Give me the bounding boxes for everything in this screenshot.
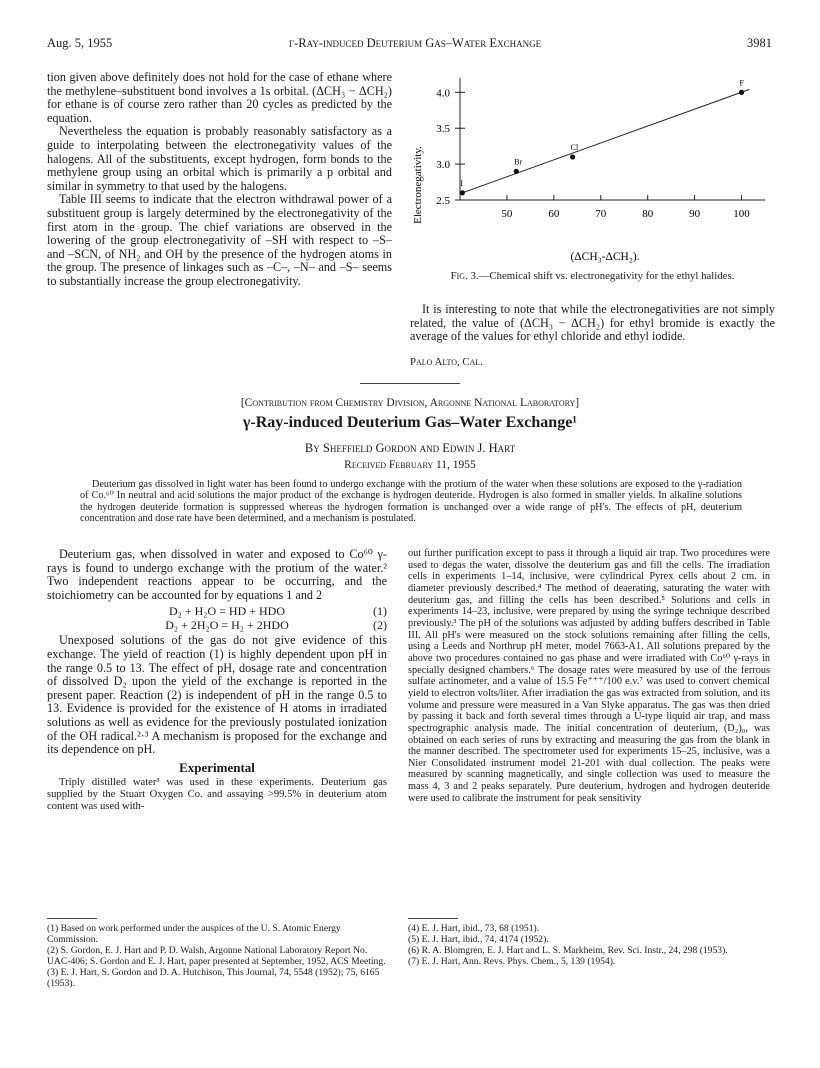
top-left-text [47,71,392,289]
body-left-column [47,548,387,813]
top-right-text [410,303,775,344]
paragraph: Triply distilled water³ was used in these experiments. Deuterium gas supplied by the Stuart Oxygen Co. and assaying >99.5% in deuterium atom content was used with- [47,777,387,813]
footnote: (5) E. J. Hart, ibid., 74, 4174 (1952). [408,934,549,945]
paragraph: Nevertheless the equation is probably reasonably satisfactory as a guide to interpolating between the electronegativity values of the halogens. All of the substituents, except hydrogen, form bonds to the methylene group using an orbital which is primarily a p orbital and similar in symmetry to that used by the halogens. [47,124,392,193]
footnote: (7) E. J. Hart, Ann. Revs. Phys. Chem., 5, 139 (1954). [408,956,616,967]
equation-body: D₂ + H₂O = HD + HDO [169,604,285,619]
data-point-label: F [739,78,744,88]
article-authors: By Sheffield Gordon and Edwin J. Hart [304,441,516,455]
paragraph: It is interesting to note that while the electronegativities are not simply related, the value of (ΔCH₃ − ΔCH₂) for ethyl bromide is exactly the average of the values for ethyl chloride and ethyl iodide. [410,302,775,344]
footnotes-right [408,923,770,967]
paragraph: out further purification except to pass it through a liquid air trap. Two procedures were used to degas the water, dissolve the deuterium gas and fill the cells. The irradiation cells in experiments 1–14, inclusive, were cylindrical Pyrex cells about 2 cm. in diameter previously described.⁴ The method of deaerating, saturating the water with deuterium gas, and filling the cells has been described.⁵ Solutions and cells in experiments 14–23, inclusive, were prepared by using the syringe technique described previously.³ The pH of the solutions was adjusted by adding buffers described in Table III. All pH's were measured on the stock solutions remaining after filling the cells, using a Leeds and Northrup pH meter, model 7663-A1. All solutions prepared by the above two procedures contained no gas phase and were irradiated with Co⁶⁰ γ-rays in specially designed chambers.⁶ The dosage rates were measured by use of the ferrous sulfate actinometer, and a value of 15.5 Fe⁺⁺⁺/100 e.v.⁷ was used to convert chemical yield to electron volts/liter. After irradiation the gas was extracted from solution, and its volume and pressure were measured in a Van Slyke apparatus. The gas was then dried by passing it back and forth several times through a U-type liquid air trap, and mass spectrographic analysis made. The initial concentration of deuterium, (D₂)₀, was obtained on each series of runs by extracting and measuring the gas from the blank in the manner described. The spectrometer used for experiments 15–25, inclusive, was a Nier Consolidated instrument model 21-201 with dual collection. The peaks were measured by scanning magnetically, and single collection was used to measure the mass 4, 3 and 2 peaks separately. Pure deuterium, hydrogen and hydrogen deuteride were used to calibrate the instrument for peak sensitivity [408,548,770,804]
equation-1 [107,604,387,618]
figure-3-chart [405,70,775,270]
abstract-text: Deuterium gas dissolved in light water has been found to undergo exchange with the protium of the water when these solutions are exposed to the γ-radiation of Co.⁶⁰ In neutral and acid solutions the major product of the exchange is hydrogen deuteride. Hydrogen is also formed in smaller yields. In alkaline solutions the hydrogen deuteride formation is suppressed whereas the hydrogen formation is unchanged over a wide range of pH's. The effects of pH, deuterium concentration and dose rate have been determined, and a mechanism is postulated. [80,479,742,525]
figure-label: Fig. 3. [450,270,479,282]
x-tick-label: 50 [501,208,513,220]
x-tick-label: 60 [548,208,560,220]
y-tick-label: 3.0 [436,159,450,172]
footnote: (2) S. Gordon, E. J. Hart and P. D. Walsh, Argonne National Laboratory Report No. UAC-406; S. Gordon and E. J. Hart, paper presented at September, 1952, ACS Meeting. [47,945,386,967]
chart-ylabel: Electronegativity. [412,146,424,224]
x-tick-label: 90 [689,208,701,220]
equations [47,602,387,634]
y-tick-label: 4.0 [436,87,450,100]
fit-line [462,89,749,192]
x-tick-label: 100 [733,208,750,220]
data-point [460,190,465,195]
data-point-label: Br [514,157,523,167]
section-heading-experimental: Experimental [179,759,255,775]
figure-caption-text: —Chemical shift vs. electronegativity for the ethyl halides. [478,270,735,282]
contribution-line: [Contribution from Chemistry Division, Argonne National Laboratory] [240,397,580,409]
x-tick-label: 70 [595,208,607,220]
equation-2 [107,618,387,632]
data-point [514,169,519,174]
data-point [739,90,744,95]
data-point-label: I [460,178,464,188]
equation-number: (2) [373,618,387,633]
paragraph: Table III seems to indicate that the electron withdrawal power of a substituent group is largely determined by the electronegativity of the first atom in the group. The chief variations are observed in the lowering of the group electronegativity of –SH with respect to –S– and –SCN, of NH₂ and OH by the presence of the hydrogen atoms in the group. The presence of linkages such as –C–, –N– and –S– seems to substantially increase the group electronegativity. [47,192,392,288]
equation-number: (1) [373,604,387,619]
data-point [570,154,575,159]
y-tick-label: 2.5 [436,195,450,207]
section-divider [360,383,460,384]
header-date: Aug. 5, 1955 [47,36,113,50]
paragraph: Unexposed solutions of the gas do not give evidence of this exchange. The yield of reaction (1) is highly dependent upon pH in the range 0.5 to 13. The effect of pH, dosage rate and concentration of dissolved D₂ upon the yield of the exchange is reported in the present paper. Reaction (2) is independent of pH in the range 0.5 to 13. Evidence is provided for the existence of H atoms in irradiated solutions as well as evidence for the previously postulated ionization of the OH radical.²·³ A mechanism is proposed for the exchange and its dependence on pH. [47,633,387,757]
x-tick-label: 80 [642,208,654,220]
abstract [80,479,742,525]
footnote: (1) Based on work performed under the auspices of the U. S. Atomic Energy Commission. [47,923,341,945]
footnote-rule-right [408,918,458,919]
figure-caption [410,270,775,283]
place-signature: Palo Alto, Cal. [410,356,483,368]
page-number: 3981 [747,36,772,50]
chart-series [460,78,750,195]
equation-body: D₂ + 2H₂O = H₂ + 2HDO [165,618,289,633]
footnotes-left [47,923,387,989]
body-right-column [408,548,770,804]
received-date: Received February 11, 1955 [344,459,476,471]
running-title: γ-Ray-induced Deuterium Gas–Water Exchange [288,36,542,50]
data-point-label: Cl [570,142,579,152]
footnote-rule-left [47,918,97,919]
paragraph: Deuterium gas, when dissolved in water and exposed to Co⁶⁰ γ-rays is found to undergo exchange with the protium of the water.² Two independent reactions appear to be occurring, and the stoichiometry can be accounted for by equations 1 and 2 [47,547,387,602]
article-title: γ-Ray-induced Deuterium Gas–Water Exchange¹ [242,414,578,431]
chart-xlabel: (ΔCH₃-ΔCH₂). [570,251,640,263]
footnote: (3) E. J. Hart, S. Gordon and D. A. Hutchison, This Journal, 74, 5548 (1952); 75, 6165 (1953). [47,967,380,989]
footnote: (4) E. J. Hart, ibid., 73, 68 (1951). [408,923,540,934]
paragraph: tion given above definitely does not hold for the case of ethane where the methylene–substituent bond involves a 1s orbital. (ΔCH₃ − ΔCH₂) for ethane is of course zero rather than 20 cycles as predicted by the equation. [47,70,392,125]
footnote: (6) R. A. Blomgren, E. J. Hart and L. S. Markheim, Rev. Sci. Instr., 24, 298 (1953). [408,945,728,956]
y-tick-label: 3.5 [436,123,450,136]
